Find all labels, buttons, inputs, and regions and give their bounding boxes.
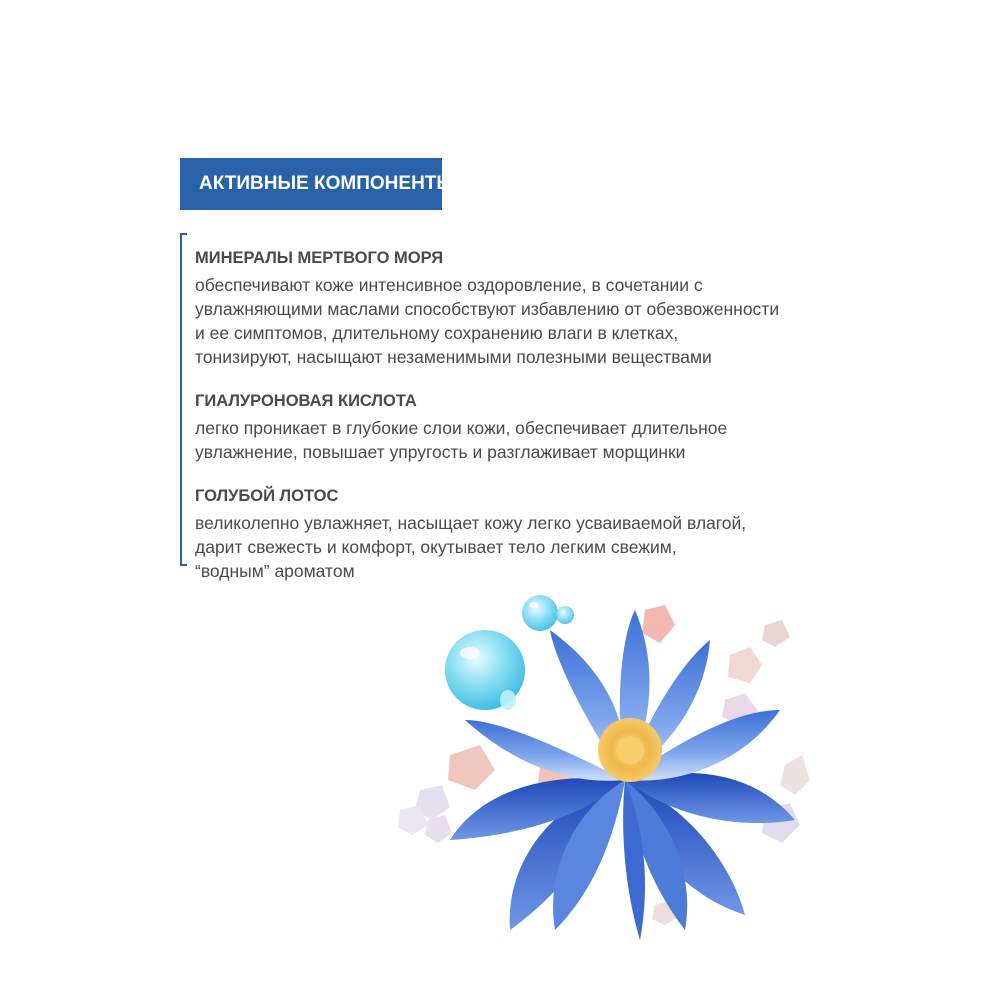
ingredient-text-line: тонизируют, насыщают незаменимыми полезными веществами [195, 347, 712, 367]
ingredient-title: ГИАЛУРОНОВАЯ КИСЛОТА [195, 392, 417, 410]
section-header [180, 158, 456, 210]
ingredient-text-line: обеспечивают коже интенсивное оздоровление, в сочетании с [195, 275, 703, 295]
ingredient-text-line: и ее симптомов, длительному сохранению влаги в клетках, [195, 323, 679, 343]
ingredient-text-line: “водным” ароматом [195, 561, 355, 581]
ingredient-text-line: дарит свежесть и комфорт, окутывает тело легким свежим, [195, 537, 677, 557]
lotus-illustration [390, 585, 810, 1005]
ingredient-title: МИНЕРАЛЫ МЕРТВОГО МОРЯ [195, 249, 444, 267]
ingredient-text-line: великолепно увлажняет, насыщает кожу легко усваиваемой влагой, [195, 513, 747, 533]
ingredients-list [195, 248, 825, 583]
ingredient-dead-sea-minerals [195, 248, 825, 369]
bracket-decoration [180, 233, 187, 566]
ingredient-blue-lotus [195, 486, 825, 583]
ingredient-text-line: легко проникает в глубокие слои кожи, обеспечивает длительное [195, 418, 728, 438]
ingredient-text-line: увлажнение, повышает упругость и разглаживает морщинки [195, 442, 686, 462]
ingredient-title: ГОЛУБОЙ ЛОТОС [195, 487, 339, 505]
ingredient-hyaluronic-acid [195, 391, 825, 464]
water-drops [445, 595, 574, 710]
ingredient-text-line: увлажняющими маслами способствуют избавлению от обезвоженности [195, 299, 780, 319]
section-title: АКТИВНЫЕ КОМПОНЕНТЫ [199, 173, 456, 194]
